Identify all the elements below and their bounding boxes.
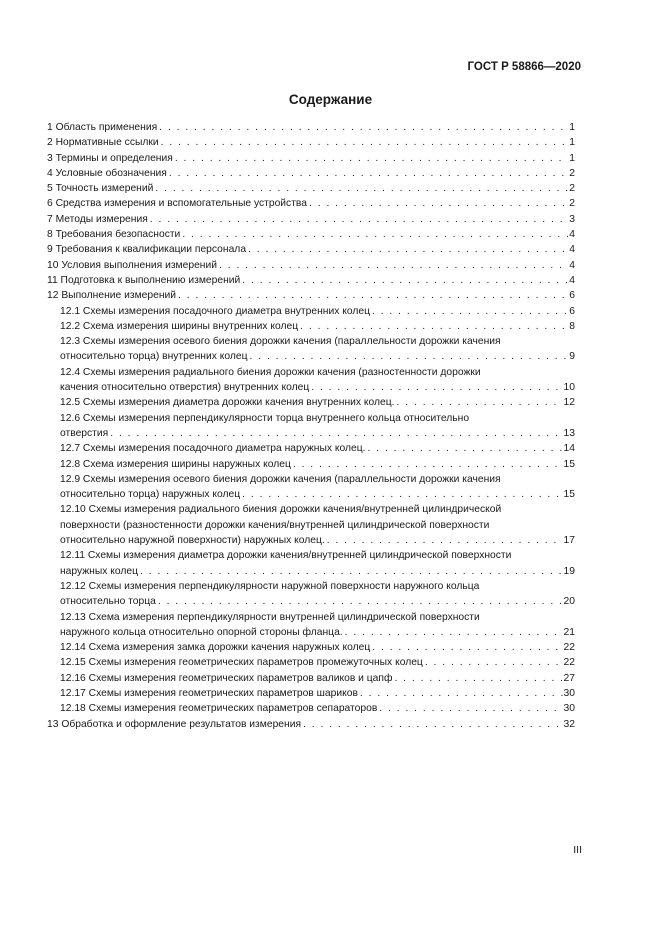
dot-leader (394, 671, 562, 686)
toc-entry-line (60, 349, 575, 364)
dot-leader (175, 151, 568, 166)
toc-entry-text: относительно торца) наружных колец (60, 489, 241, 501)
dot-leader (368, 441, 563, 456)
toc-entry-line (47, 288, 575, 303)
dot-leader (327, 533, 563, 548)
dot-leader (345, 625, 563, 640)
toc-entry-line (47, 120, 575, 135)
toc-entry[interactable] (47, 196, 575, 211)
toc-entry-text: 1 Область применения (47, 122, 158, 133)
toc-entry-text: 12.5 Схемы измерения диаметра дорожки качения внутренних колец. (60, 397, 395, 409)
toc-entry-line (47, 151, 575, 166)
dot-leader (242, 273, 568, 288)
toc-page-number: 13 (563, 427, 575, 439)
toc-entry[interactable] (47, 135, 575, 150)
toc-entry-text: 9 Требования к квалификации персонала (47, 244, 247, 256)
toc-entry-line (60, 319, 575, 334)
toc-entry-line (47, 196, 575, 211)
toc-entry-text: 12.9 Схемы измерения осевого биения дорожки качения (параллельности дорожки качения (60, 473, 501, 485)
toc-entry[interactable] (47, 655, 575, 670)
toc-entry[interactable] (47, 227, 575, 242)
toc-entry-text: 6 Средства измерения и вспомогательные устройства (47, 198, 308, 210)
toc-entry[interactable] (47, 319, 575, 334)
dot-leader (182, 227, 568, 242)
toc-page-number: 14 (563, 443, 575, 455)
toc-page-number: 2 (569, 167, 575, 179)
toc-page-number: 6 (569, 305, 575, 317)
toc-page-number: 20 (563, 596, 575, 608)
toc-entry-line (47, 212, 575, 227)
toc-entry-text: 12.3 Схемы измерения осевого биения дорожки качения (параллельности дорожки качения (60, 336, 501, 348)
toc-entry-text: 10 Условия выполнения измерений (47, 259, 217, 271)
toc-page-number: 30 (563, 703, 575, 715)
toc-page-number: 4 (569, 259, 575, 271)
toc-page-number: 22 (563, 642, 575, 654)
table-of-contents (47, 120, 575, 732)
toc-page-number: 1 (569, 122, 575, 133)
toc-entry[interactable] (47, 273, 575, 288)
toc-page-number: 10 (563, 382, 575, 394)
dot-leader (242, 487, 562, 502)
dot-leader (372, 640, 562, 655)
toc-entry-line (60, 487, 575, 502)
toc-entry-text: 12.18 Схемы измерения геометрических параметров сепараторов (60, 703, 378, 715)
dot-leader (248, 242, 568, 257)
page-number: III (573, 844, 582, 856)
toc-entry[interactable] (47, 502, 575, 548)
toc-entry-line (47, 227, 575, 242)
toc-entry[interactable] (47, 166, 575, 181)
dot-leader (379, 701, 562, 716)
toc-entry-text: 12.7 Схемы измерения посадочного диаметра наружных колец. (60, 443, 366, 455)
dot-leader (397, 395, 563, 410)
toc-entry-line (60, 671, 575, 686)
toc-entry-text: наружного кольца относительно опорной стороны фланца. (60, 626, 343, 638)
toc-entry-line (47, 242, 575, 257)
toc-entry-text: 12.17 Схемы измерения геометрических параметров шариков (60, 687, 358, 699)
dot-leader (110, 426, 562, 441)
toc-entry-text: 2 Нормативные ссылки (47, 137, 159, 149)
toc-entry-text: отверстия (60, 427, 109, 439)
toc-page-number: 17 (563, 535, 575, 547)
toc-entry-text: 4 Условные обозначения (47, 167, 167, 179)
dot-leader (425, 655, 563, 670)
toc-entry-line (60, 426, 575, 441)
toc-entry[interactable] (47, 365, 575, 396)
dot-leader (159, 120, 568, 135)
toc-entry-text: 12.13 Схема измерения перпендикулярности внутренней цилиндрической поверхности (60, 611, 480, 623)
dot-leader (178, 288, 568, 303)
toc-entry[interactable] (47, 717, 575, 732)
dot-leader (372, 304, 568, 319)
toc-entry-text: 12.8 Схема измерения ширины наружных колец (60, 458, 291, 470)
toc-entry-text: 12.1 Схемы измерения посадочного диаметра внутренних колец (60, 305, 370, 317)
dot-leader (140, 564, 563, 579)
toc-entry-line (60, 640, 575, 655)
toc-entry[interactable] (47, 548, 575, 579)
toc-page-number: 30 (563, 687, 575, 699)
dot-leader (169, 166, 568, 181)
toc-entry-line (47, 258, 575, 273)
toc-entry[interactable] (47, 151, 575, 166)
toc-entry[interactable] (47, 671, 575, 686)
toc-entry-line (60, 686, 575, 701)
toc-entry-text: 3 Термины и определения (47, 152, 173, 164)
document-code: ГОСТ Р 58866—2020 (467, 61, 581, 73)
toc-entry-line (60, 395, 575, 410)
toc-entry-line (47, 273, 575, 288)
toc-entry-text: 12 Выполнение измерений (47, 290, 177, 302)
toc-entry-line (60, 701, 575, 716)
toc-entry[interactable] (47, 457, 575, 472)
toc-page-number: 1 (569, 152, 575, 164)
toc-page-number: 32 (563, 718, 575, 730)
toc-entry-text: относительно торца (60, 596, 156, 608)
toc-entry-line (47, 717, 575, 732)
toc-entry-text: 12.11 Схемы измерения диаметра дорожки качения/внутренней цилиндрической поверхности (60, 550, 512, 562)
dot-leader (250, 349, 569, 364)
toc-entry-text: 11 Подготовка к выполнению измерений (47, 274, 241, 286)
toc-page-number: 9 (569, 351, 575, 363)
toc-entry-text: 12.6 Схемы измерения перпендикулярности торца внутреннего кольца относительно (60, 412, 470, 424)
toc-entry-line (60, 533, 575, 548)
toc-page-number: 4 (569, 274, 575, 286)
toc-page-number: 15 (563, 489, 575, 501)
toc-entry[interactable] (47, 472, 575, 503)
toc-entry-text: 7 Методы измерения (47, 213, 148, 225)
toc-entry[interactable] (47, 212, 575, 227)
toc-entry-line (47, 135, 575, 150)
dot-leader (360, 686, 563, 701)
toc-page-number: 3 (569, 213, 575, 225)
toc-entry-text: 12.14 Схема измерения замка дорожки качения наружных колец (60, 642, 371, 654)
toc-entry-line (60, 625, 575, 640)
toc-entry-line (60, 304, 575, 319)
toc-page-number: 2 (569, 183, 575, 195)
toc-entry[interactable] (47, 181, 575, 196)
toc-entry[interactable] (47, 242, 575, 257)
toc-entry[interactable] (47, 701, 575, 716)
toc-entry-text: 5 Точность измерений (47, 183, 154, 195)
toc-page-number: 21 (563, 626, 575, 638)
toc-page-number: 15 (563, 458, 575, 470)
toc-entry-line (60, 441, 575, 456)
dot-leader (303, 717, 562, 732)
toc-entry-text: 8 Требования безопасности (47, 229, 181, 241)
toc-entry-text: поверхности (разностенности дорожки качения/внутренней цилиндрической поверхности (60, 519, 490, 531)
toc-page-number: 19 (563, 565, 575, 577)
dot-leader (161, 135, 569, 150)
dot-leader (155, 181, 568, 196)
toc-entry[interactable] (47, 441, 575, 456)
toc-entry-text: наружных колец (60, 565, 139, 577)
toc-entry-line (60, 457, 575, 472)
toc-entry[interactable] (47, 411, 575, 442)
toc-page-number: 4 (569, 244, 575, 256)
toc-entry-line (47, 181, 575, 196)
toc-entry-line (60, 380, 575, 395)
toc-entry-text: 12.16 Схемы измерения геометрических параметров валиков и цапф (60, 672, 393, 684)
toc-entry-text: 13 Обработка и оформление результатов измерения (47, 718, 302, 730)
dot-leader (293, 457, 563, 472)
toc-entry[interactable] (47, 258, 575, 273)
toc-entry[interactable] (47, 334, 575, 365)
dot-leader (150, 212, 568, 227)
toc-entry[interactable] (47, 304, 575, 319)
toc-entry[interactable] (47, 640, 575, 655)
toc-entry-text: 12.15 Схемы измерения геометрических параметров промежуточных колец (60, 657, 423, 669)
toc-page-number: 8 (569, 320, 575, 332)
toc-entry[interactable] (47, 288, 575, 303)
toc-entry[interactable] (47, 120, 575, 135)
toc-entry[interactable] (47, 610, 575, 641)
dot-leader (309, 196, 568, 211)
toc-entry-text: 12.2 Схема измерения ширины внутренних колец (60, 320, 299, 332)
toc-page-number: 2 (569, 198, 575, 210)
page-title: Содержание (288, 92, 373, 107)
toc-entry[interactable] (47, 395, 575, 410)
toc-page-number: 6 (569, 290, 575, 302)
toc-entry-line (60, 655, 575, 670)
dot-leader (219, 258, 568, 273)
toc-entry-line (60, 564, 575, 579)
toc-page-number: 27 (563, 672, 575, 684)
toc-page-number: 4 (569, 229, 575, 241)
toc-page-number: 12 (563, 397, 575, 409)
toc-entry-text: относительно наружной поверхности) наружных колец. (60, 535, 325, 547)
toc-entry-line (60, 594, 575, 609)
toc-entry-text: качения относительно отверстия) внутренних колец (60, 382, 310, 394)
toc-entry-text: 12.4 Схемы измерения радиального биения дорожки качения (разностенности дорожки (60, 366, 481, 378)
dot-leader (158, 594, 563, 609)
toc-page-number: 1 (569, 137, 575, 149)
toc-entry[interactable] (47, 686, 575, 701)
toc-entry[interactable] (47, 579, 575, 610)
toc-entry-text: относительно торца) внутренних колец (60, 351, 248, 363)
toc-entry-text: 12.10 Схемы измерения радиального биения дорожки качения/внутренней цилиндрической (60, 504, 502, 516)
toc-page-number: 22 (563, 657, 575, 669)
toc-entry-line (47, 166, 575, 181)
dot-leader (300, 319, 568, 334)
toc-entry-text: 12.12 Схемы измерения перпендикулярности наружной поверхности наружного кольца (60, 580, 480, 592)
dot-leader (311, 380, 562, 395)
